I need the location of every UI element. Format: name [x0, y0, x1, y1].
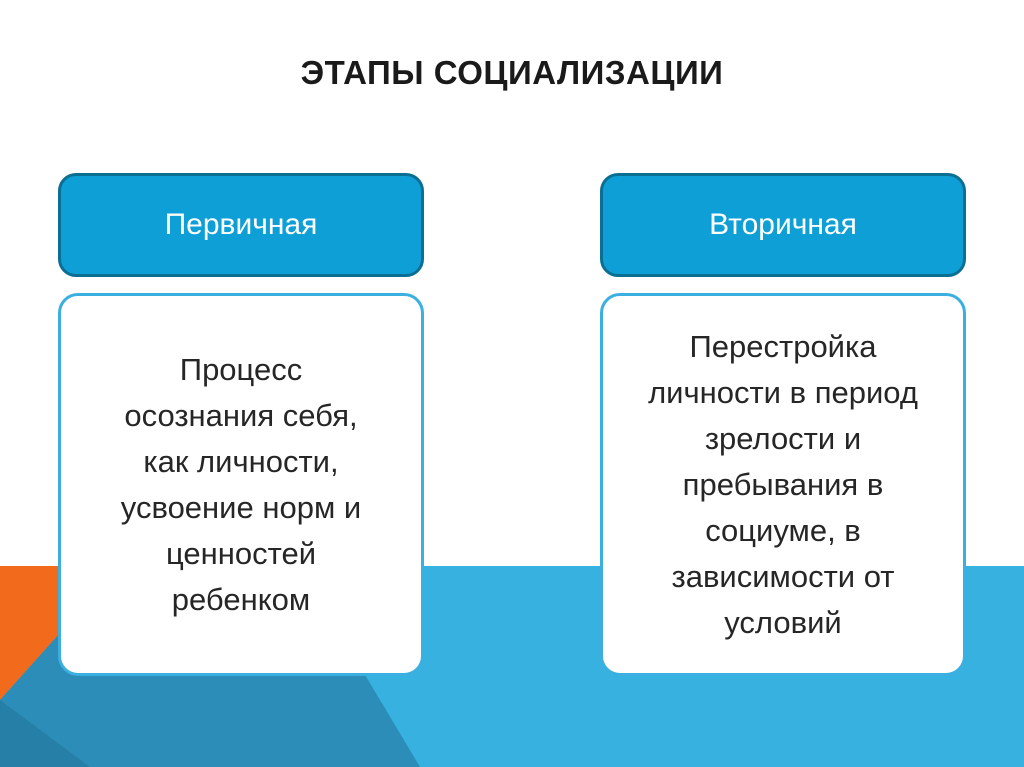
primary-stage-label: Первичная	[164, 208, 318, 241]
secondary-stage-label: Вторичная	[709, 208, 857, 241]
secondary-stage-description: Перестройка личности в период зрелости и пребывания в социуме, в зависимости от условий	[648, 328, 918, 640]
primary-stage-description: Процесс осознания себя, как личности, усвоение норм и ценностей ребенком	[120, 351, 362, 617]
secondary-stage-header	[600, 173, 966, 277]
primary-stage-description-box	[58, 293, 424, 676]
primary-stage-header	[58, 173, 424, 277]
secondary-stage-description-box	[600, 293, 966, 676]
slide-title: ЭТАПЫ СОЦИАЛИЗАЦИИ	[300, 54, 724, 91]
